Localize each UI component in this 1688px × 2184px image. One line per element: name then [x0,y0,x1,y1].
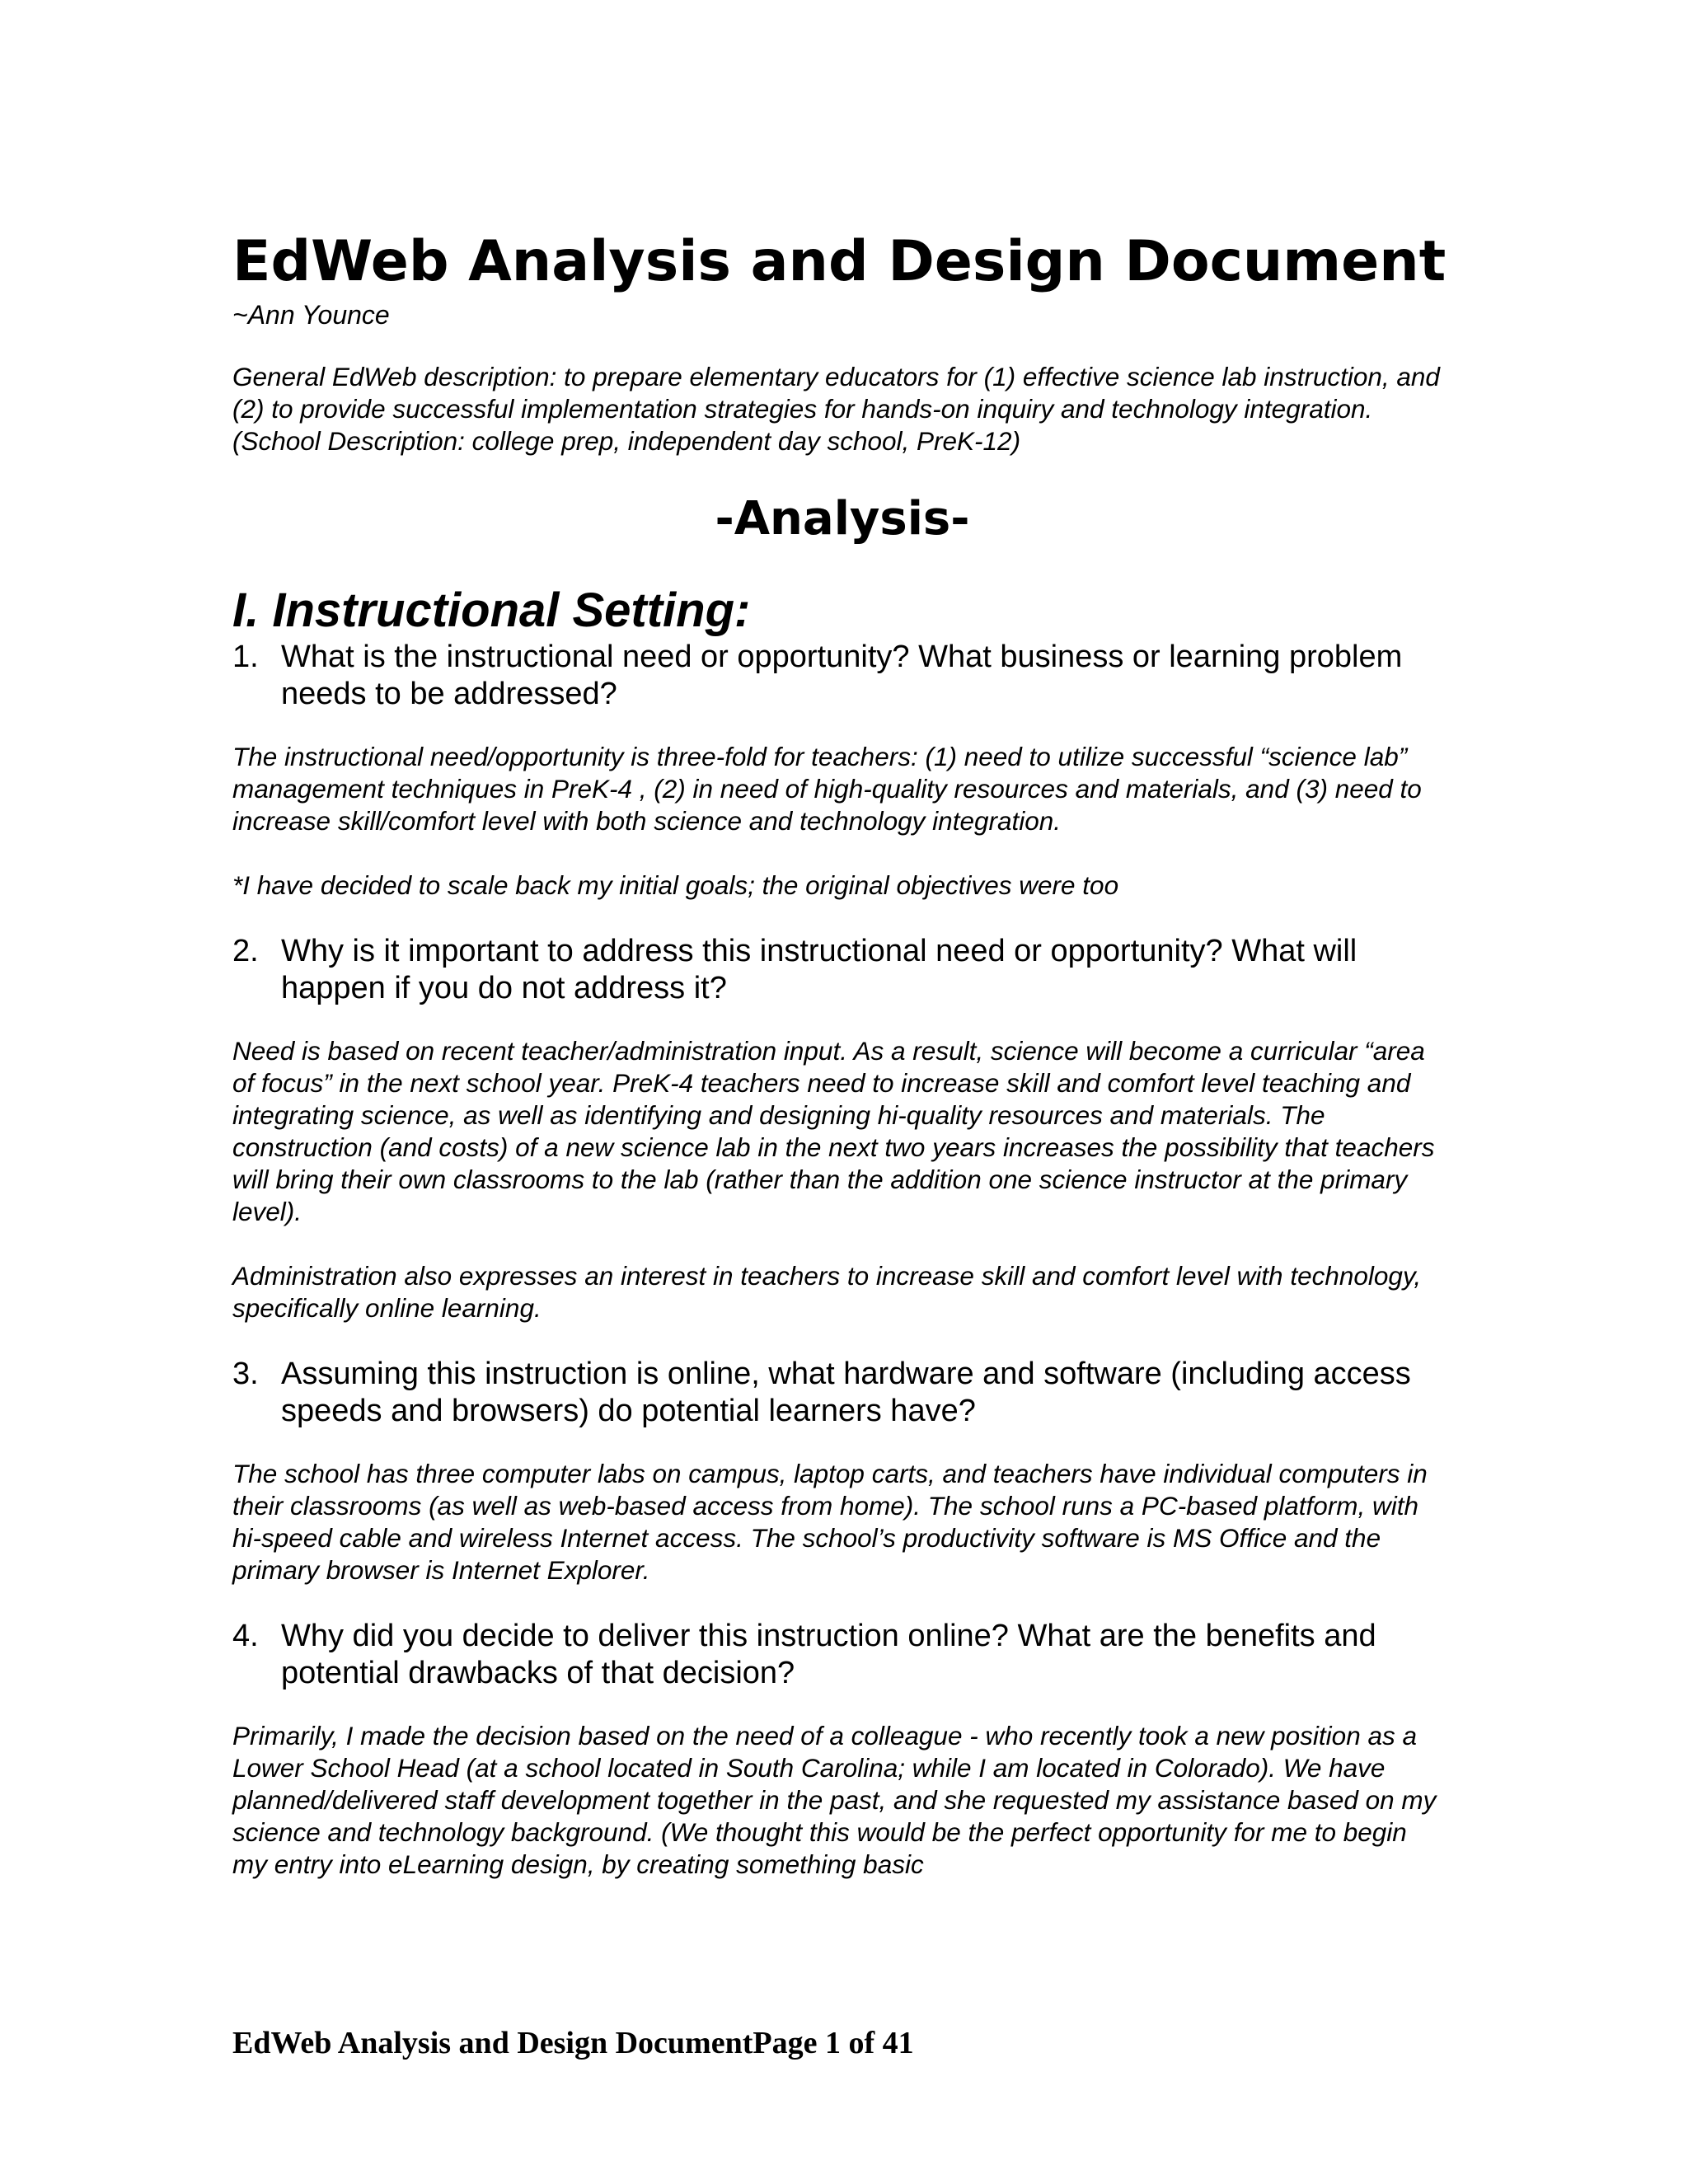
question-number: 4. [232,1619,259,1653]
question-number: 2. [232,934,259,968]
author-line: ~Ann Younce [232,300,390,330]
general-description: General EdWeb description: to prepare elementary educators for (1) effective science lab instruction, and (2) to provide successful implementation strategies for hands-on inquiry and technology integration. (School Description: college prep, independent day school, PreK-12) [232,362,1440,456]
question-number: 3. [232,1357,259,1391]
answer-paragraph: Primarily, I made the decision based on the need of a colleague - who recently took a new position as a Lower School Head (at a school located in South Carolina; while I am located in Colorado). We have planned/delivered staff development together in the past, and she requested my assistance based on my science and technology background. (We thought this would be the perfect opportunity for me to begin my entry into eLearning design, by creating something basic [232,1721,1437,1879]
question-text: Why did you decide to deliver this instruction online? What are the benefits and potential drawbacks of that decision? [281,1619,1376,1690]
question-4 [232,1618,1444,1692]
page-content [232,229,1447,1881]
question-2 [232,933,1444,1007]
answer-paragraph: *I have decided to scale back my initial goals; the original objectives were too [232,870,1119,900]
answer-paragraph: The instructional need/opportunity is three-fold for teachers: (1) need to utilize successful “science lab” management techniques in PreK-4 , (2) in need of high-quality resources and materials, and (3) need to increase skill/comfort level with both science and technology integration. [232,742,1422,836]
question-text: Why is it important to address this instructional need or opportunity? What will happen if you do not address it? [281,934,1357,1005]
subsection-title-instructional-setting: I. Instructional Setting: [232,583,751,637]
answer-paragraph: Need is based on recent teacher/administration input. As a result, science will become a curricular “area of focus” in the next school year. PreK-4 teachers need to increase skill and comfort level teaching and integrating science, as well as identifying and designing hi-quality resources and materials. The construction (and costs) of a new science lab in the next two years increases the possibility that teachers will bring their own classrooms to the lab (rather than the addition one science instructor at the primary level). [232,1036,1435,1226]
question-3 [232,1356,1444,1430]
question-1 [232,639,1444,713]
section-title-analysis: -Analysis- [715,492,970,546]
question-text: Assuming this instruction is online, what hardware and software (including access speeds and browsers) do potential learners have? [281,1357,1411,1428]
page-footer: EdWeb Analysis and Design DocumentPage 1 of 41 [232,2026,914,2060]
question-text: What is the instructional need or opportunity? What business or learning problem needs to be addressed? [281,640,1403,711]
answer-paragraph: Administration also expresses an interest in teachers to increase skill and comfort level with technology, specifically online learning. [232,1261,1422,1323]
answer-paragraph: The school has three computer labs on campus, laptop carts, and teachers have individual computers in their classrooms (as well as web-based access from home). The school runs a PC-based platform, with hi-speed cable and wireless Internet access. The school’s productivity software is MS Office and the primary browser is Internet Explorer. [232,1459,1428,1585]
question-number: 1. [232,640,259,674]
document-title: EdWeb Analysis and Design Document [232,229,1447,294]
